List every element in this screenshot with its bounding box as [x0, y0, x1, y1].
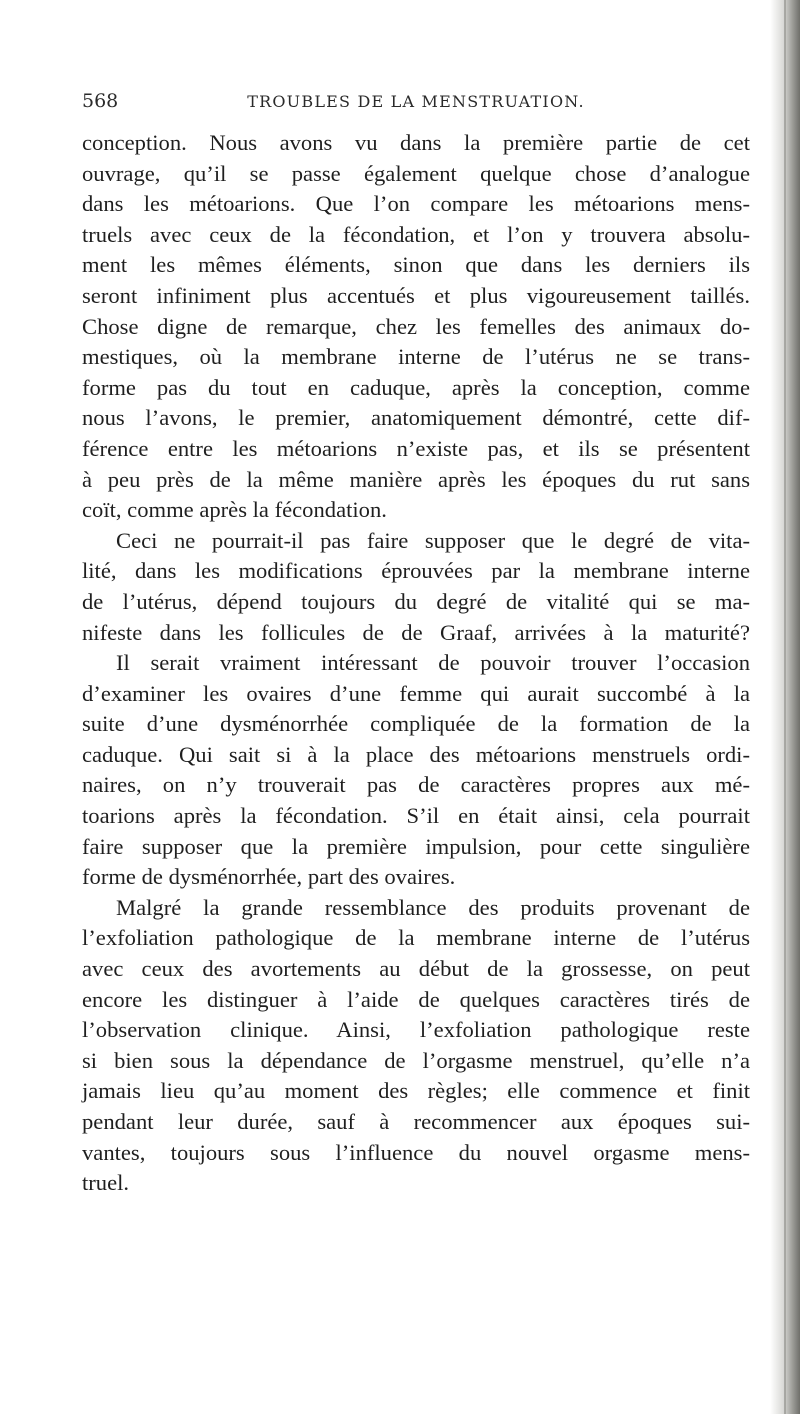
text-line: vantes, toujours sous l’influence du nouvel orgasme mens- — [82, 1139, 750, 1165]
text-line: férence entre les métoarions n’existe pas, et ils se présentent — [82, 435, 750, 461]
text-line: avec ceux des avortements au début de la grossesse, on peut — [82, 956, 750, 982]
text-line: dans les métoarions. Que l’on compare les métoarions mens- — [82, 191, 750, 217]
text-line: naires, on n’y trouverait pas de caractères propres aux mé- — [82, 772, 750, 798]
body-text — [82, 128, 750, 1199]
running-head: TROUBLES DE LA MENSTRUATION. — [247, 92, 585, 111]
text-line: si bien sous la dépendance de l’orgasme menstruel, qu’elle n’a — [82, 1047, 750, 1073]
text-line: jamais lieu qu’au moment des règles; elle commence et finit — [82, 1078, 750, 1104]
text-line: nifeste dans les follicules de de Graaf, arrivées à la maturité? — [82, 619, 750, 645]
text-line: coït, comme après la fécondation. — [82, 497, 387, 523]
text-line: Malgré la grande ressemblance des produits provenant de — [116, 894, 750, 920]
text-line: truels avec ceux de la fécondation, et l’on y trouvera absolu- — [82, 221, 750, 247]
text-line: mestiques, où la membrane interne de l’utérus ne se trans- — [82, 344, 750, 370]
page-number: 568 — [82, 90, 119, 112]
text-line: à peu près de la même manière après les époques du rut sans — [82, 466, 750, 492]
text-line: forme pas du tout en caduque, après la conception, comme — [82, 374, 750, 400]
text-line: ouvrage, qu’il se passe également quelque chose d’analogue — [82, 160, 750, 186]
text-line: nous l’avons, le premier, anatomiquement démontré, cette dif- — [82, 405, 750, 431]
text-line: Chose digne de remarque, chez les femelles des animaux do- — [82, 313, 750, 339]
text-line: suite d’une dysménorrhée compliquée de la formation de la — [82, 711, 750, 737]
text-line: pendant leur durée, sauf à recommencer aux époques sui- — [82, 1109, 750, 1134]
text-line: encore les distinguer à l’aide de quelques caractères tirés de — [82, 986, 750, 1012]
text-line: lité, dans les modifications éprouvées par la membrane interne — [82, 558, 750, 584]
text-line: d’examiner les ovaires d’une femme qui aurait succombé à la — [82, 680, 750, 706]
text-line: ment les mêmes éléments, sinon que dans les derniers ils — [82, 252, 750, 278]
text-line: forme de dysménorrhée, part des ovaires. — [82, 864, 456, 890]
text-line: Il serait vraiment intéressant de pouvoir trouver l’occasion — [116, 650, 750, 676]
text-line: faire supposer que la première impulsion, pour cette singulière — [82, 833, 750, 859]
page-edge-line — [784, 0, 786, 1414]
text-line: seront infiniment plus accentués et plus vigoureusement taillés. — [82, 282, 750, 308]
text-line: truel. — [82, 1170, 130, 1196]
page-header — [82, 90, 750, 116]
text-line: Ceci ne pourrait-il pas faire supposer que le degré de vita- — [116, 527, 750, 553]
text-line: caduque. Qui sait si à la place des métoarions menstruels ordi- — [82, 741, 750, 767]
text-line: de l’utérus, dépend toujours du degré de vitalité qui se ma- — [82, 588, 750, 614]
text-line: l’observation clinique. Ainsi, l’exfoliation pathologique reste — [82, 1017, 750, 1043]
text-line: toarions après la fécondation. S’il en était ainsi, cela pourrait — [82, 803, 750, 829]
text-line: conception. Nous avons vu dans la première partie de cet — [82, 130, 750, 155]
text-line: l’exfoliation pathologique de la membrane interne de l’utérus — [82, 925, 750, 951]
